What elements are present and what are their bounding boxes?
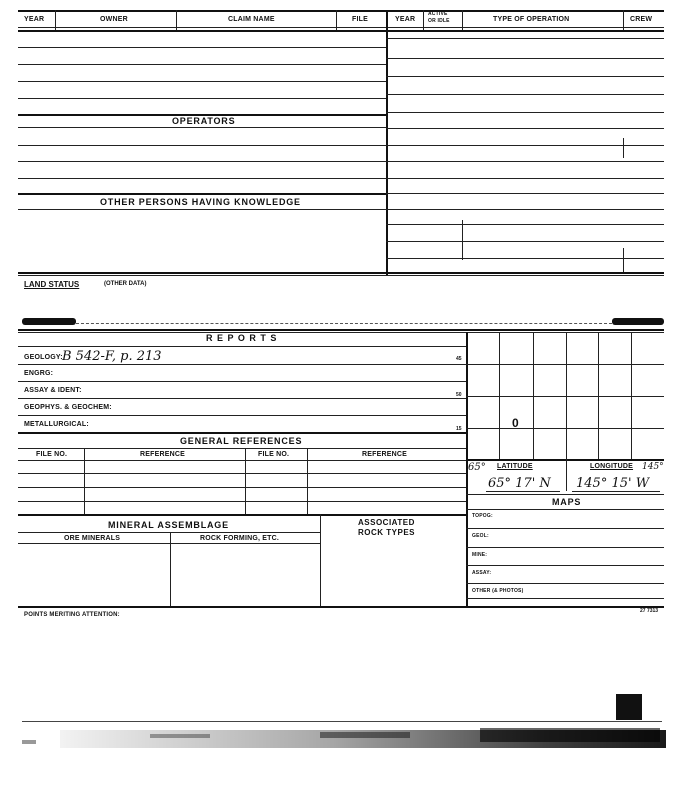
longitude-label: LONGITUDE (590, 463, 634, 470)
col-type-of-operation: TYPE OF OPERATION (493, 16, 570, 23)
rock-types-label: ROCK TYPES (358, 528, 416, 537)
grid-mark: 0 (512, 416, 519, 430)
maps-geol: GEOL: (472, 533, 489, 539)
form-code: 27 7313 (640, 608, 659, 614)
col-year: YEAR (24, 16, 45, 23)
maps-topog: TOPOG: (472, 513, 493, 519)
redaction-bar-left (22, 318, 76, 325)
report-label-assay: ASSAY & IDENT: (24, 387, 82, 394)
lon-prefix: 145° (642, 462, 664, 472)
ore-minerals-label: ORE MINERALS (64, 535, 121, 542)
scan-square (616, 694, 642, 720)
ref-col-reference-1: REFERENCE (140, 451, 185, 458)
report-label-geophys: GEOPHYS. & GEOCHEM: (24, 404, 112, 411)
col-crew: CREW (630, 16, 653, 23)
ref-col-reference-2: REFERENCE (362, 451, 407, 458)
latitude-label: LATITUDE (497, 463, 533, 470)
col-claim-name: CLAIM NAME (228, 16, 275, 23)
rock-forming-label: ROCK FORMING, ETC. (200, 535, 280, 542)
report-label-engrg: ENGRG: (24, 370, 54, 377)
scan-noise-strip (0, 724, 678, 764)
report-code-metallurgical: 15 (456, 426, 462, 432)
latitude-value: 65° 17' N (488, 476, 551, 491)
lat-prefix: 65° (468, 462, 486, 473)
points-label: POINTS MERITING ATTENTION: (24, 612, 120, 618)
associated-label: ASSOCIATED (358, 518, 415, 527)
land-status-label: LAND STATUS (24, 280, 80, 289)
report-value-geology: B 542-F, p. 213 (62, 349, 162, 364)
reports-title: R E P O R T S (206, 333, 278, 343)
ref-col-file-no-2: FILE NO. (258, 451, 290, 458)
maps-assay: ASSAY: (472, 570, 492, 576)
report-code-assay: 50 (456, 392, 462, 398)
land-status-sublabel: (OTHER DATA) (104, 281, 147, 287)
ref-col-file-no-1: FILE NO. (36, 451, 68, 458)
col-year-2: YEAR (395, 16, 416, 23)
maps-title: MAPS (552, 497, 582, 507)
report-code-geology: 45 (456, 356, 462, 362)
maps-mine: MINE: (472, 552, 488, 558)
col-owner: OWNER (100, 16, 128, 23)
longitude-value: 145° 15' W (576, 476, 650, 491)
col-or-idle: OR IDLE (428, 18, 450, 24)
general-refs-title: GENERAL REFERENCES (180, 436, 303, 446)
operators-label: OPERATORS (172, 116, 236, 126)
redaction-bar-right (612, 318, 664, 325)
col-active: ACTIVE (428, 11, 448, 17)
mineral-title: MINERAL ASSEMBLAGE (108, 520, 229, 530)
report-label-metallurgical: METALLURGICAL: (24, 421, 89, 428)
other-persons-label: OTHER PERSONS HAVING KNOWLEDGE (100, 197, 301, 207)
col-file: FILE (352, 16, 368, 23)
maps-other: OTHER (& PHOTOS) (472, 588, 524, 594)
report-label-geology: GEOLOGY: (24, 354, 63, 361)
